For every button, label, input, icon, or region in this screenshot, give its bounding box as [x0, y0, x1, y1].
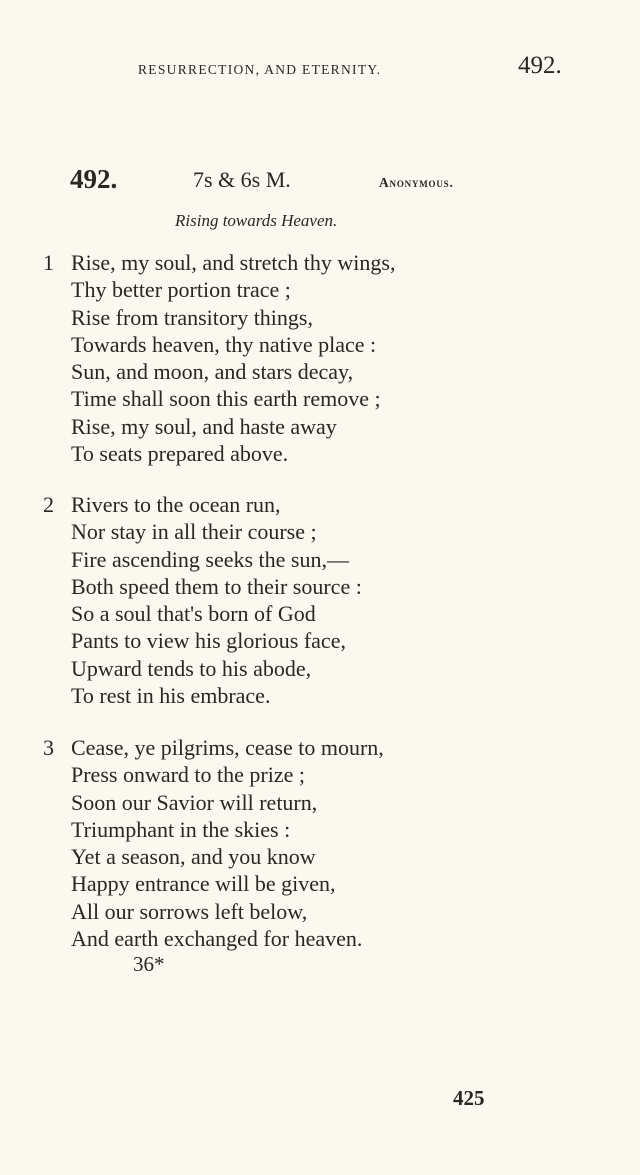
- stanza-2: [43, 491, 362, 709]
- stanza-number: 2: [43, 492, 54, 517]
- verse-line: Cease, ye pilgrims, cease to mourn,: [71, 735, 384, 760]
- hymn-number: 492.: [70, 164, 118, 194]
- hymn-title: Rising towards Heaven.: [175, 211, 338, 230]
- verse-line: Time shall soon this earth remove ;: [71, 386, 381, 412]
- printer-signature: 36*: [133, 952, 165, 976]
- verse-line: Rivers to the ocean run,: [71, 492, 281, 517]
- verse-line: And earth exchanged for heaven.: [71, 926, 363, 952]
- verse-line: Yet a season, and you know: [71, 844, 316, 870]
- stanza-number: 1: [43, 250, 54, 275]
- verse-line: Press onward to the prize ;: [71, 762, 305, 788]
- verse-line: Rise, my soul, and stretch thy wings,: [71, 250, 396, 275]
- verse-line: Fire ascending seeks the sun,—: [71, 546, 349, 572]
- verse-line: To rest in his embrace.: [71, 683, 271, 709]
- verse-line: To seats prepared above.: [71, 441, 289, 467]
- verse-line: Triumphant in the skies :: [71, 816, 291, 842]
- verse-line: Thy better portion trace ;: [71, 277, 291, 303]
- stanza-3: [43, 734, 384, 952]
- stanza-number: 3: [43, 735, 54, 760]
- verse-line: Happy entrance will be given,: [71, 871, 336, 897]
- verse-line: Towards heaven, thy native place :: [71, 331, 377, 357]
- verse-line: All our sorrows left below,: [71, 898, 308, 924]
- verse-line: Both speed them to their source :: [71, 573, 362, 599]
- page-number: 425: [453, 1086, 485, 1110]
- verse-line: Rise, my soul, and haste away: [71, 413, 337, 439]
- verse-line: Pants to view his glorious face,: [71, 628, 346, 654]
- verse-line: Sun, and moon, and stars decay,: [71, 359, 354, 385]
- hymn-meter: 7s & 6s M.: [193, 167, 291, 192]
- verse-line: Rise from transitory things,: [71, 304, 313, 330]
- running-title: RESURRECTION, AND ETERNITY.: [138, 62, 382, 77]
- stanza-1: [43, 249, 395, 467]
- hymn-author: Anonymous.: [379, 175, 454, 190]
- verse-line: Soon our Savior will return,: [71, 789, 318, 815]
- verse-line: So a soul that's born of God: [71, 601, 316, 627]
- verse-line: Nor stay in all their course ;: [71, 519, 317, 545]
- verse-line: Upward tends to his abode,: [71, 655, 312, 681]
- header-hymn-number: 492.: [518, 52, 562, 79]
